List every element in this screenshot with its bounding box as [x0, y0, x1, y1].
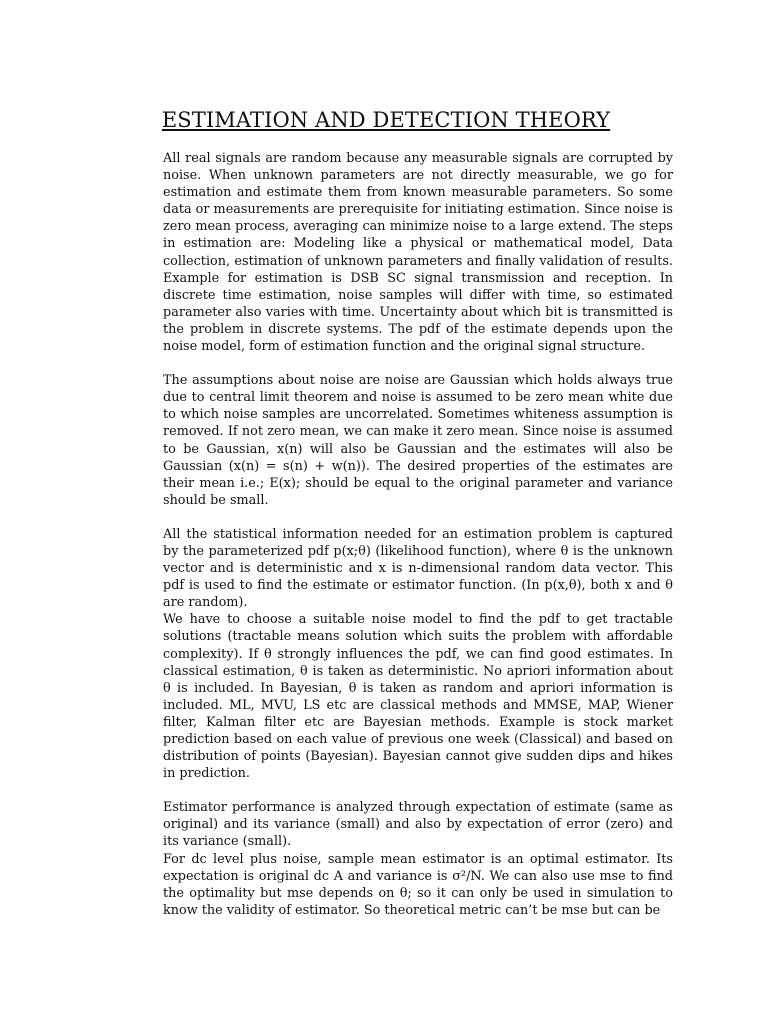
- paragraph: All real signals are random because any measurable signals are corrupted by noise. When unknown parameters are not directly measurable, we go for estimation and estimate them from known measurable parameters. So some data or measurements are prerequisite for initiating estimation. Since noise is zero mean process, averaging can minimize noise to a large extend. The steps in estimation are: Modeling like a physical or mathematical model, Data collection, estimation of unknown parameters and finally validation of results. Example for estimation is DSB SC signal transmission and reception. In discrete time estimation, noise samples will differ with time, so estimated parameter also varies with time. Uncertainty about which bit is transmitted is the problem in discrete systems. The pdf of the estimate depends upon the noise model, form of estimation function and the original signal structure.: [163, 151, 673, 355]
- document-title: ESTIMATION AND DETECTION THEORY: [161, 108, 611, 132]
- paragraph: For dc level plus noise, sample mean estimator is an optimal estimator. Its expectation is original dc A and variance is σ²/N. We can also use mse to find the optimality but mse depends on θ; so it can only be used in simulation to know the validity of estimator. So theoretical metric can’t be mse but can be: [163, 851, 673, 918]
- paragraph: Estimator performance is analyzed through expectation of estimate (same as original) and its variance (small) and also by expectation of error (zero) and its variance (small).: [163, 800, 673, 850]
- paragraph: The assumptions about noise are noise are Gaussian which holds always true due to central limit theorem and noise is assumed to be zero mean white due to which noise samples are uncorrelated. Sometimes whiteness assumption is removed. If not zero mean, we can make it zero mean. Since noise is assumed to be Gaussian, x(n) will also be Gaussian and the estimates will also be Gaussian (x(n) = s(n) + w(n)). The desired properties of the estimates are their mean i.e.; E(x); should be equal to the original parameter and variance should be small.: [163, 373, 673, 508]
- document-body: [163, 150, 673, 919]
- paragraph: We have to choose a suitable noise model to find the pdf to get tractable solutions (tractable means solution which suits the problem with affordable complexity). If θ strongly influences the pdf, we can find good estimates. In classical estimation, θ is taken as deterministic. No apriori information about θ is included. In Bayesian, θ is taken as random and apriori information is included. ML, MVU, LS etc are classical methods and MMSE, MAP, Wiener filter, Kalman filter etc are Bayesian methods. Example is stock market prediction based on each value of previous one week (Classical) and based on distribution of points (Bayesian). Bayesian cannot give sudden dips and hikes in prediction.: [163, 612, 673, 782]
- paragraph: All the statistical information needed for an estimation problem is captured by the parameterized pdf p(x;θ) (likelihood function), where θ is the unknown vector and is deterministic and x is n-dimensional random data vector. This pdf is used to find the estimate or estimator function. (In p(x,θ), both x and θ are random).: [163, 526, 673, 611]
